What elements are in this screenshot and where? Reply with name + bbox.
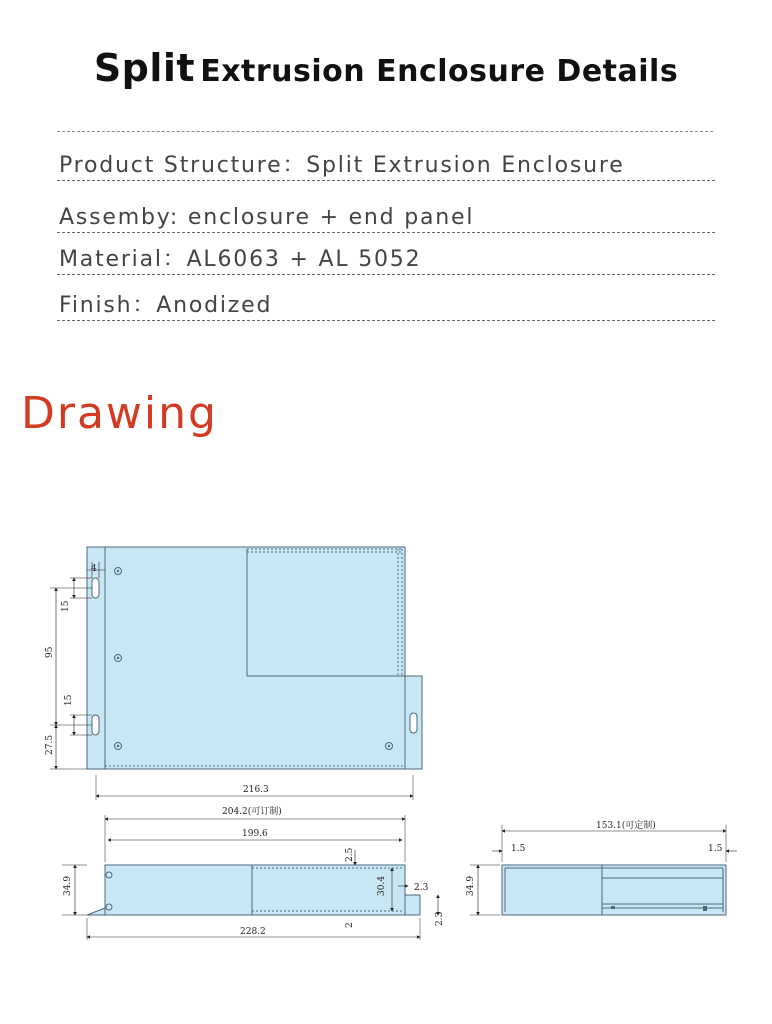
dim-slot-width: 4 [91,564,97,574]
top-view-body [105,547,405,769]
slot-top [92,578,99,598]
drawing-heading: Drawing [21,388,218,439]
slot-right [410,713,417,733]
technical-drawing [0,530,772,960]
title-part2: Extrusion Enclosure Details [200,54,679,89]
dim-side-flange: 2.3 [414,883,429,893]
spec-material: Material：AL6063 + AL 5052 [57,246,715,275]
dim-slot-len-bottom: 15 [64,694,74,706]
side-view-body [105,865,405,915]
dim-side-overall-length: 228.2 [240,927,266,937]
screw-hole [117,745,119,747]
page-title [0,46,772,90]
end-view [466,819,737,915]
dim-end-width: 153.1(可定制) [596,821,656,831]
dim-side-length: 204.2(可订制) [222,807,282,817]
dim-side-bottom-gap: 2 [345,922,355,928]
dim-side-inner-length: 199.6 [242,829,268,839]
dim-top-overall-width: 216.3 [243,785,269,795]
spec-structure: Product Structure：Split Extrusion Enclosure [57,152,715,181]
side-view [62,805,445,940]
dim-hole-spacing: 95 [45,646,55,658]
dim-side-inner-height: 30.4 [377,875,387,896]
screw-hole [117,570,119,572]
spec-finish: Finish：Anodized [57,292,715,321]
slot-bottom [92,715,99,735]
dim-end-wall-right: 1.5 [708,844,723,854]
title-part1: Split [93,46,196,90]
dim-side-wall-top: 2.5 [345,847,355,862]
screw-hole [117,657,119,659]
dim-slot-len-top: 15 [61,600,71,612]
screw-hole [388,745,390,747]
dim-end-height: 34.9 [466,875,476,896]
top-view [45,547,422,800]
dim-side-height: 34.9 [63,875,73,896]
spec-assembly: Assemby: enclosure + end panel [57,204,715,233]
dim-end-wall-left: 1.5 [511,844,526,854]
end-view-tab [611,906,615,909]
dim-side-flange-thickness: 2.3 [435,911,445,926]
top-divider [57,131,713,132]
dim-bottom-offset: 27.5 [45,734,55,755]
end-view-tab [703,906,707,911]
